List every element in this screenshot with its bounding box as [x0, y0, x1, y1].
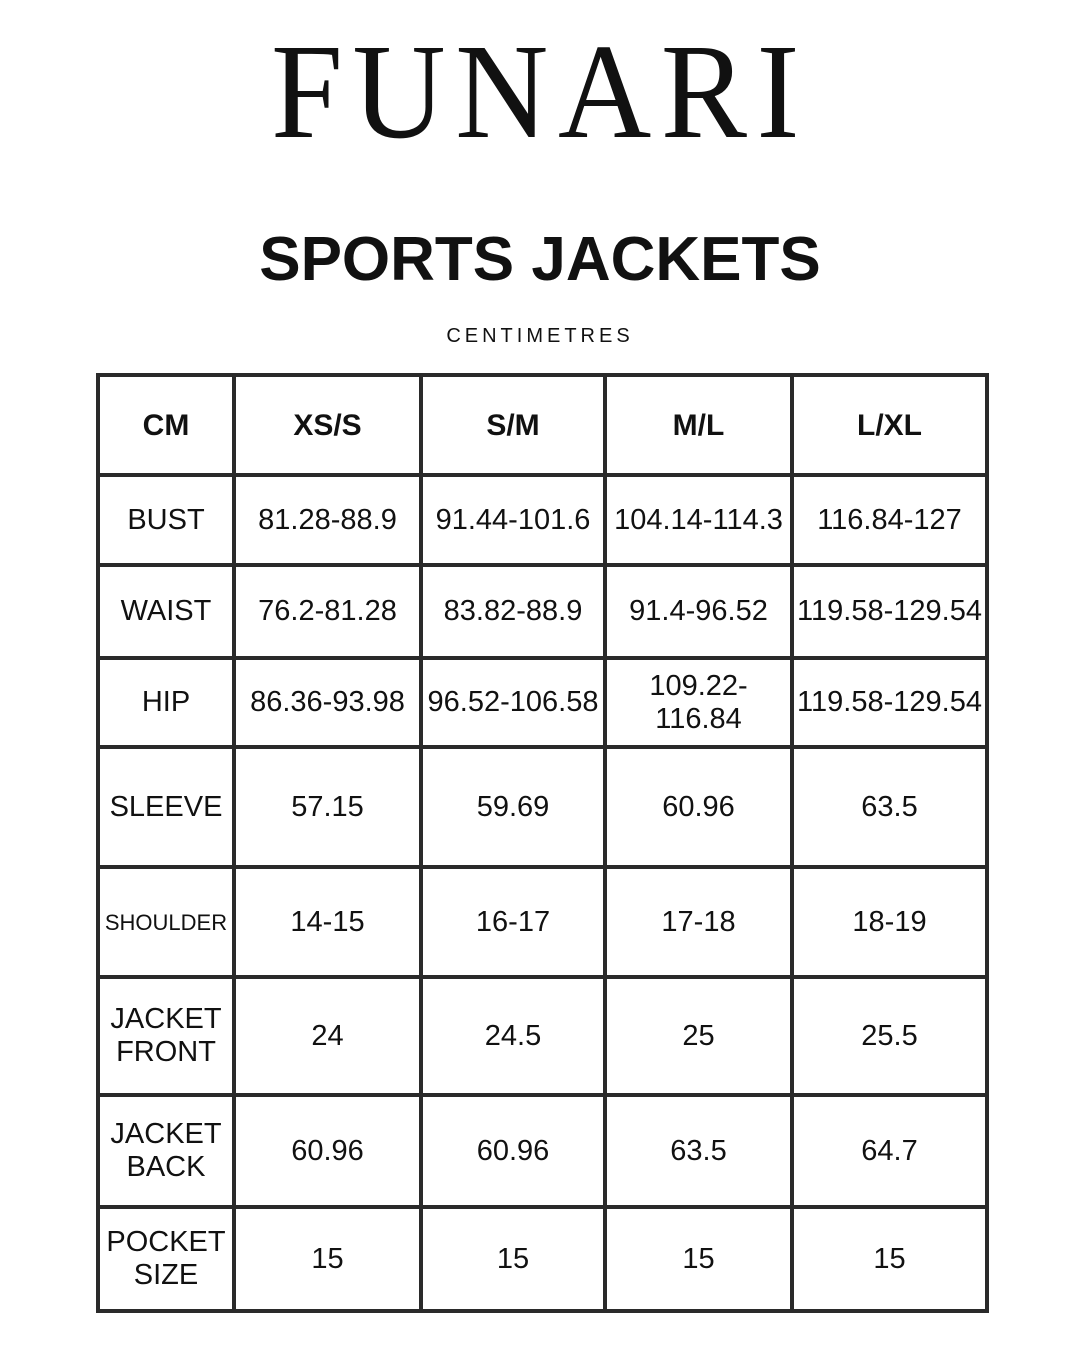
- table-cell: 25.5: [792, 977, 987, 1095]
- table-cell: 60.96: [234, 1095, 421, 1207]
- table-cell: 119.58-129.54: [792, 658, 987, 747]
- table-cell: 16-17: [421, 867, 605, 977]
- table-row: [98, 977, 987, 1095]
- table-cell: 57.15: [234, 747, 421, 867]
- row-label: BUST: [98, 475, 234, 565]
- table-cell: 63.5: [792, 747, 987, 867]
- unit-subtitle: CENTIMETRES: [446, 325, 634, 347]
- table-cell: 24.5: [421, 977, 605, 1095]
- table-cell: 91.44-101.6: [421, 475, 605, 565]
- row-label: SLEEVE: [98, 747, 234, 867]
- table-cell: 18-19: [792, 867, 987, 977]
- table-row: [98, 658, 987, 747]
- table-cell: 104.14-114.3: [605, 475, 792, 565]
- header-cell: S/M: [421, 375, 605, 475]
- row-label: WAIST: [98, 565, 234, 658]
- table-cell: 91.4-96.52: [605, 565, 792, 658]
- row-label: JACKET BACK: [98, 1095, 234, 1207]
- table-row: [98, 747, 987, 867]
- table-cell: 15: [421, 1207, 605, 1311]
- table-cell: 14-15: [234, 867, 421, 977]
- header-cell: XS/S: [234, 375, 421, 475]
- header-cell: CM: [98, 375, 234, 475]
- table-cell: 119.58-129.54: [792, 565, 987, 658]
- size-chart-table: [96, 373, 989, 1313]
- table-cell: 17-18: [605, 867, 792, 977]
- table-cell: 96.52-106.58: [421, 658, 605, 747]
- table-cell: 81.28-88.9: [234, 475, 421, 565]
- table-cell: 109.22-116.84: [605, 658, 792, 747]
- row-label: JACKET FRONT: [98, 977, 234, 1095]
- table-cell: 60.96: [421, 1095, 605, 1207]
- table-cell: 59.69: [421, 747, 605, 867]
- table-row: [98, 1207, 987, 1311]
- table-cell: 15: [234, 1207, 421, 1311]
- table-cell: 83.82-88.9: [421, 565, 605, 658]
- table-cell: 24: [234, 977, 421, 1095]
- table-cell: 15: [605, 1207, 792, 1311]
- table-cell: 25: [605, 977, 792, 1095]
- page-title: SPORTS JACKETS: [259, 225, 821, 294]
- table-cell: 15: [792, 1207, 987, 1311]
- header-cell: M/L: [605, 375, 792, 475]
- table-cell: 64.7: [792, 1095, 987, 1207]
- brand-logo: FUNARI: [271, 17, 809, 167]
- table-row: [98, 1095, 987, 1207]
- table-cell: 116.84-127: [792, 475, 987, 565]
- row-label: POCKET SIZE: [98, 1207, 234, 1311]
- row-label: HIP: [98, 658, 234, 747]
- table-row: [98, 867, 987, 977]
- row-label: SHOULDER: [98, 867, 234, 977]
- table-cell: 63.5: [605, 1095, 792, 1207]
- table-cell: 76.2-81.28: [234, 565, 421, 658]
- table-row: [98, 475, 987, 565]
- table-cell: 86.36-93.98: [234, 658, 421, 747]
- header-cell: L/XL: [792, 375, 987, 475]
- table-cell: 60.96: [605, 747, 792, 867]
- table-row: [98, 565, 987, 658]
- header-row: [98, 375, 987, 475]
